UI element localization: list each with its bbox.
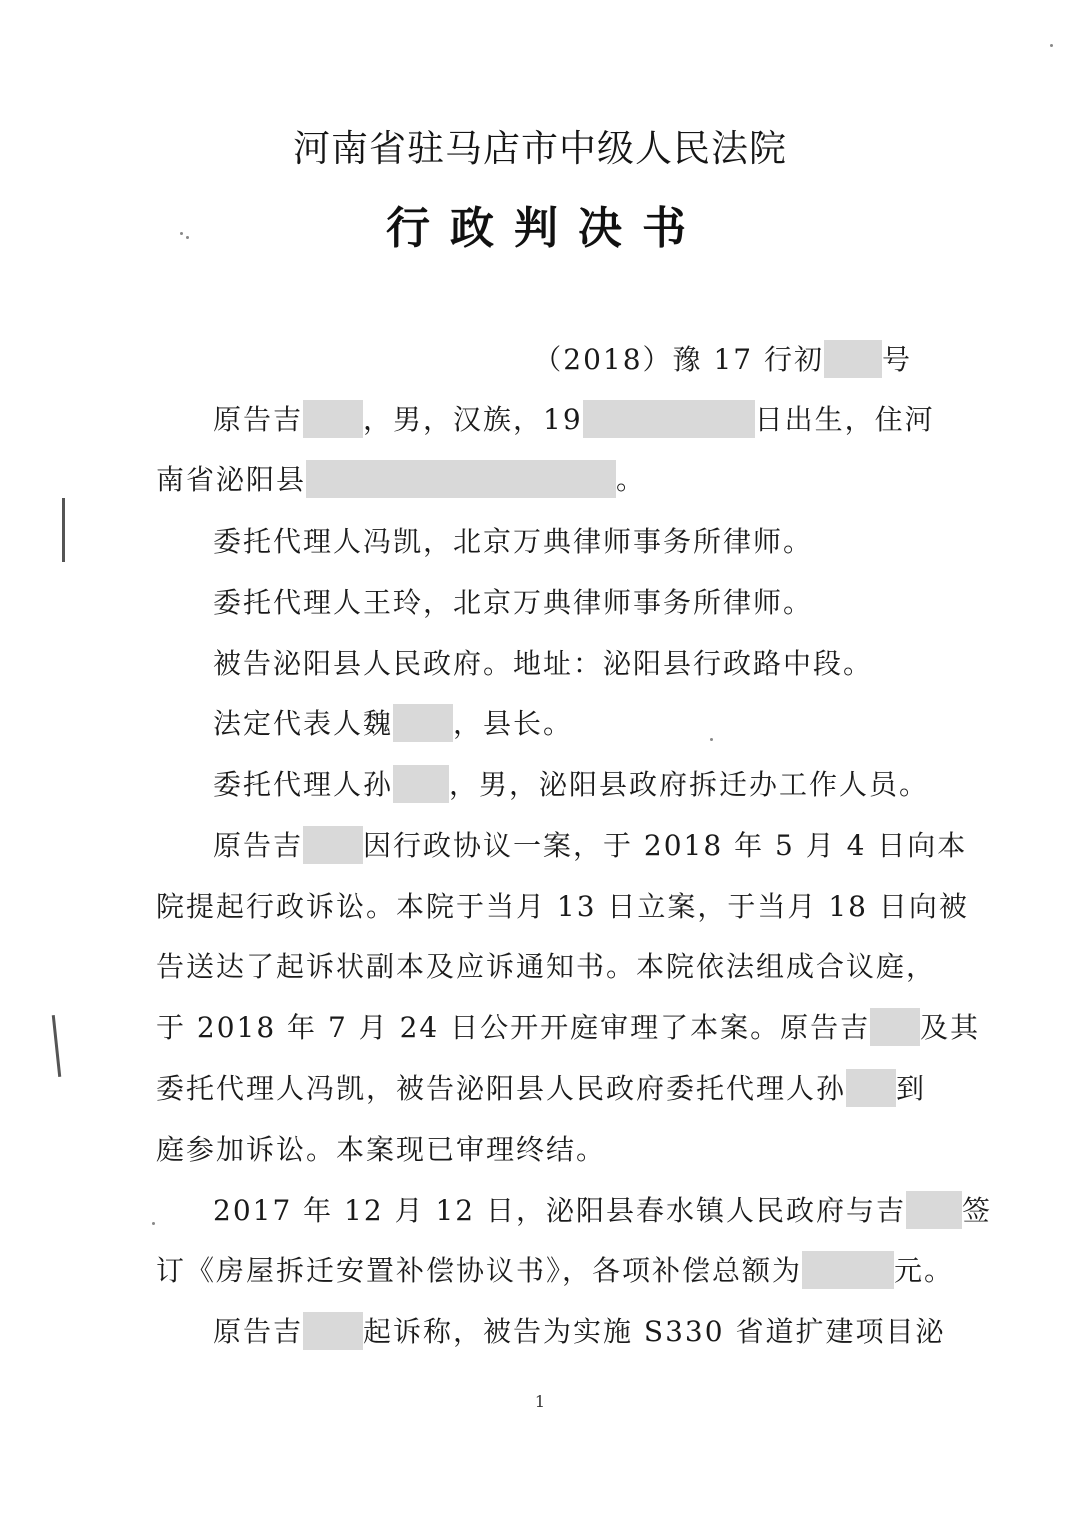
paragraph-line: 南省泌阳县 。	[156, 458, 912, 498]
case-number-suffix: 号	[881, 343, 912, 376]
paragraph-line: 委托代理人王玲，北京万典律师事务所律师。	[213, 586, 814, 619]
redaction-block	[393, 765, 449, 803]
redaction-block	[870, 1008, 920, 1046]
paragraph-line: 2017 年 12 月 12 日，泌阳县春水镇人民政府与吉 签	[156, 1189, 912, 1229]
paragraph-line: 订《房屋拆迁安置补偿协议书》，各项补偿总额为 元。	[156, 1249, 912, 1289]
paragraph-line: 法定代表人魏 ，县长。	[156, 702, 912, 742]
scan-speck	[186, 236, 189, 239]
paragraph-line: 于 2018 年 7 月 24 日公开开庭审理了本案。原告吉 及其	[156, 1006, 912, 1046]
redaction-block	[583, 400, 755, 438]
case-number-prefix: （2018）豫 17 行初	[533, 343, 824, 376]
paragraph-line: 原告吉 因行政协议一案，于 2018 年 5 月 4 日向本	[156, 824, 912, 864]
redaction-block	[306, 460, 616, 498]
court-name: 河南省驻马店市中级人民法院	[293, 127, 787, 170]
paragraph-line: 被告泌阳县人民政府。地址：泌阳县行政路中段。	[213, 647, 874, 680]
redaction-block	[303, 400, 363, 438]
page-number: 1	[534, 1392, 546, 1411]
paragraph-line: 庭参加诉讼。本案现已审理终结。	[156, 1133, 607, 1166]
redaction-block	[393, 704, 453, 742]
scan-speck	[710, 738, 713, 741]
redaction-block	[824, 340, 882, 378]
redaction-block	[906, 1191, 962, 1229]
paragraph-line: 委托代理人冯凯，被告泌阳县人民政府委托代理人孙 到	[156, 1067, 912, 1107]
scan-mark	[52, 1015, 61, 1077]
paragraph-line: 委托代理人冯凯，北京万典律师事务所律师。	[213, 525, 814, 558]
paragraph-line: 原告吉 ，男，汉族，19 日出生，住河	[156, 398, 912, 438]
paragraph-line: 告送达了起诉状副本及应诉通知书。本院依法组成合议庭，	[156, 950, 937, 983]
redaction-block	[303, 826, 363, 864]
redaction-block	[802, 1251, 894, 1289]
scan-speck	[1050, 44, 1053, 47]
document-title: 行政判决书	[386, 203, 706, 254]
paragraph-line: 委托代理人孙 ，男，泌阳县政府拆迁办工作人员。	[156, 763, 912, 803]
scan-mark	[62, 498, 65, 562]
scan-speck	[152, 1222, 155, 1225]
redaction-block	[846, 1069, 896, 1107]
paragraph-line: 院提起行政诉讼。本院于当月 13 日立案，于当月 18 日向被	[156, 890, 969, 923]
case-number	[156, 338, 912, 378]
scan-speck	[180, 232, 183, 235]
paragraph-line: 原告吉 起诉称，被告为实施 S330 省道扩建项目泌	[156, 1310, 912, 1350]
redaction-block	[303, 1312, 363, 1350]
